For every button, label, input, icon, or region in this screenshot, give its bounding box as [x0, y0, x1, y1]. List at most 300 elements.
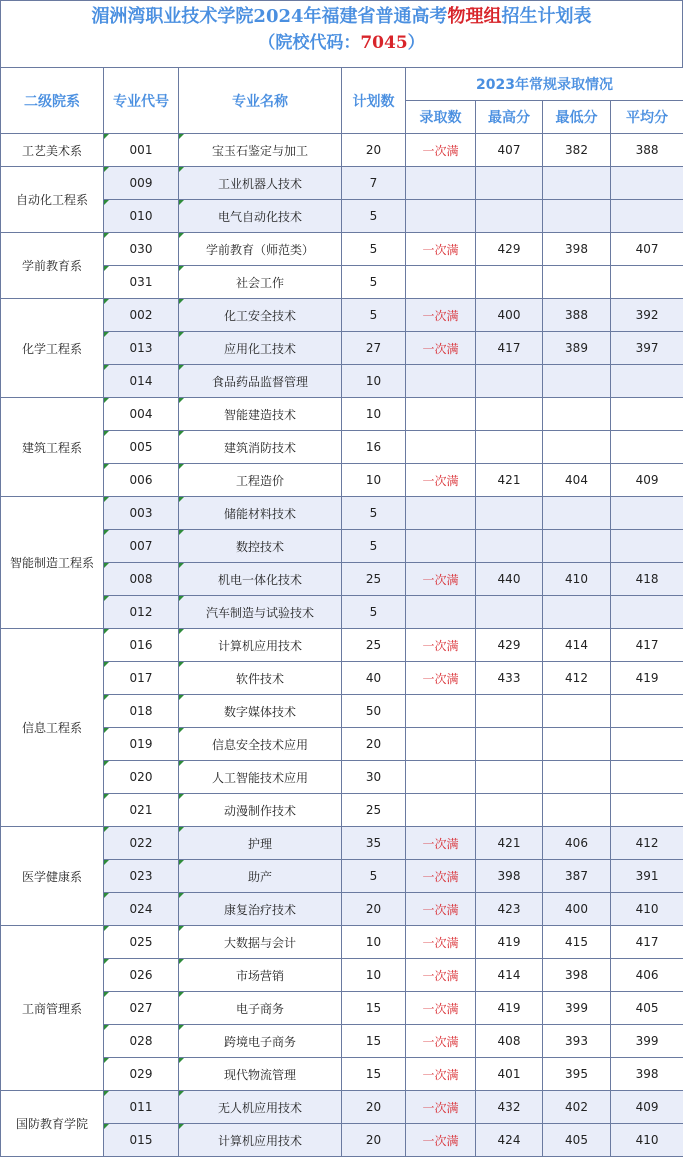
cell-max	[476, 629, 543, 662]
cell-code	[104, 299, 179, 332]
cell-admit	[406, 299, 476, 332]
corner-marker-icon	[179, 431, 184, 436]
cell-avg	[611, 497, 683, 530]
cell-code-text: 019	[129, 737, 153, 751]
cell-plan	[342, 1124, 406, 1157]
cell-avg	[611, 1058, 683, 1091]
dept-name: 工艺美术系	[1, 134, 104, 167]
cell-avg-text: 405	[635, 1001, 659, 1015]
cell-code	[104, 1058, 179, 1091]
corner-marker-icon	[104, 761, 109, 766]
cell-min	[543, 827, 611, 860]
cell-admit	[406, 233, 476, 266]
corner-marker-icon	[104, 167, 109, 172]
dept-name: 学前教育系	[1, 233, 104, 299]
cell-plan	[342, 992, 406, 1025]
cell-plan-text: 10	[365, 968, 382, 982]
corner-marker-icon	[179, 497, 184, 502]
cell-code	[104, 266, 179, 299]
cell-min	[543, 167, 611, 200]
cell-min	[543, 266, 611, 299]
cell-plan	[342, 959, 406, 992]
cell-name	[179, 233, 342, 266]
cell-name	[179, 1124, 342, 1157]
cell-code	[104, 1025, 179, 1058]
cell-min	[543, 695, 611, 728]
cell-admit	[406, 992, 476, 1025]
table-row	[1, 1124, 683, 1157]
corner-marker-icon	[104, 794, 109, 799]
corner-marker-icon	[104, 266, 109, 271]
cell-plan-text: 5	[369, 275, 378, 289]
cell-name	[179, 299, 342, 332]
cell-plan-text: 35	[365, 836, 382, 850]
table-row	[1, 1058, 683, 1091]
cell-plan-text: 5	[369, 605, 378, 619]
cell-max-text: 429	[497, 638, 521, 652]
cell-code	[104, 464, 179, 497]
corner-marker-icon	[104, 431, 109, 436]
cell-name-text: 人工智能技术应用	[211, 770, 308, 785]
cell-admit	[406, 530, 476, 563]
corner-marker-icon	[104, 695, 109, 700]
corner-marker-icon	[179, 398, 184, 403]
corner-marker-icon	[104, 893, 109, 898]
corner-marker-icon	[104, 464, 109, 469]
cell-code-text: 015	[129, 1133, 153, 1147]
cell-code-text: 005	[129, 440, 153, 454]
cell-name	[179, 1091, 342, 1124]
cell-name-text: 现代物流管理	[223, 1067, 296, 1082]
cell-plan	[342, 662, 406, 695]
cell-code-text: 006	[129, 473, 153, 487]
table-row	[1, 926, 683, 959]
cell-admit	[406, 596, 476, 629]
cell-plan-text: 20	[365, 902, 382, 916]
cell-avg	[611, 728, 683, 761]
corner-marker-icon	[179, 563, 184, 568]
cell-name	[179, 761, 342, 794]
cell-min	[543, 1025, 611, 1058]
cell-min	[543, 233, 611, 266]
cell-avg	[611, 1091, 683, 1124]
cell-plan-text: 15	[365, 1067, 382, 1081]
cell-code	[104, 728, 179, 761]
cell-admit-text: 一次满	[422, 1067, 459, 1082]
cell-code-text: 030	[129, 242, 153, 256]
cell-plan-text: 20	[365, 1133, 382, 1147]
title-suffix: 招生计划表	[501, 6, 592, 27]
cell-admit-text: 一次满	[422, 671, 459, 686]
cell-max-text: 419	[497, 935, 521, 949]
code-suffix: ）	[407, 33, 425, 53]
cell-min-text: 406	[565, 836, 588, 850]
cell-plan-text: 15	[365, 1001, 382, 1015]
cell-code	[104, 233, 179, 266]
cell-code-text: 017	[129, 671, 153, 685]
cell-min	[543, 365, 611, 398]
cell-max	[476, 728, 543, 761]
cell-max-text: 407	[497, 143, 521, 157]
corner-marker-icon	[179, 1025, 184, 1030]
corner-marker-icon	[104, 992, 109, 997]
cell-code	[104, 596, 179, 629]
cell-plan-text: 7	[369, 176, 378, 190]
cell-code	[104, 398, 179, 431]
title-prefix: 湄洲湾职业技术学院2024年福建省普通高考	[91, 6, 448, 27]
cell-name-text: 计算机应用技术	[217, 638, 302, 653]
corner-marker-icon	[179, 629, 184, 634]
cell-name-text: 机电一体化技术	[217, 572, 302, 587]
cell-avg	[611, 299, 683, 332]
cell-plan-text: 5	[369, 506, 378, 520]
cell-min-text: 415	[565, 935, 588, 949]
cell-name-text: 社会工作	[235, 275, 284, 290]
cell-admit-text: 一次满	[422, 242, 459, 257]
cell-name-text: 助产	[247, 869, 272, 884]
corner-marker-icon	[179, 959, 184, 964]
cell-name-text: 跨境电子商务	[223, 1034, 296, 1049]
corner-marker-icon	[104, 398, 109, 403]
cell-name-text: 无人机应用技术	[217, 1100, 302, 1115]
corner-marker-icon	[179, 200, 184, 205]
cell-max	[476, 1025, 543, 1058]
cell-plan	[342, 728, 406, 761]
cell-name-text: 大数据与会计	[223, 935, 296, 950]
cell-avg	[611, 1025, 683, 1058]
corner-marker-icon	[104, 134, 109, 139]
corner-marker-icon	[104, 959, 109, 964]
cell-min	[543, 794, 611, 827]
cell-max	[476, 134, 543, 167]
cell-plan	[342, 233, 406, 266]
table-row	[1, 497, 683, 530]
cell-min	[543, 596, 611, 629]
table-row	[1, 134, 683, 167]
cell-code-text: 014	[129, 374, 153, 388]
cell-code	[104, 695, 179, 728]
cell-plan-text: 10	[365, 473, 382, 487]
cell-min-text: 400	[565, 902, 588, 916]
corner-marker-icon	[179, 365, 184, 370]
cell-plan	[342, 1025, 406, 1058]
cell-name	[179, 431, 342, 464]
cell-name-text: 数字媒体技术	[223, 704, 296, 719]
cell-code	[104, 167, 179, 200]
cell-admit-text: 一次满	[422, 902, 459, 917]
cell-max-text: 400	[497, 308, 521, 322]
header-group: 2023年常规录取情况	[406, 68, 683, 101]
cell-code-text: 010	[129, 209, 153, 223]
cell-max-text: 408	[497, 1034, 521, 1048]
cell-max	[476, 959, 543, 992]
cell-code	[104, 926, 179, 959]
cell-max	[476, 893, 543, 926]
cell-avg	[611, 563, 683, 596]
cell-plan-text: 27	[365, 341, 382, 355]
corner-marker-icon	[179, 992, 184, 997]
dept-name: 自动化工程系	[1, 167, 104, 233]
cell-min-text: 412	[565, 671, 588, 685]
cell-plan-text: 16	[365, 440, 382, 454]
cell-name	[179, 629, 342, 662]
cell-code	[104, 134, 179, 167]
cell-name	[179, 728, 342, 761]
table-row	[1, 860, 683, 893]
table-row	[1, 596, 683, 629]
corner-marker-icon	[104, 596, 109, 601]
cell-code-text: 007	[129, 539, 153, 553]
corner-marker-icon	[104, 629, 109, 634]
cell-max-text: 423	[497, 902, 521, 916]
cell-min-text: 414	[565, 638, 588, 652]
cell-admit-text: 一次满	[422, 1100, 459, 1115]
cell-max-text: 419	[497, 1001, 521, 1015]
table-row	[1, 1025, 683, 1058]
header-plan: 计划数	[342, 68, 406, 134]
cell-name-text: 康复治疗技术	[223, 902, 296, 917]
cell-code	[104, 827, 179, 860]
cell-name	[179, 134, 342, 167]
cell-avg	[611, 794, 683, 827]
cell-admit	[406, 464, 476, 497]
cell-plan	[342, 695, 406, 728]
dept-name: 建筑工程系	[1, 398, 104, 497]
cell-avg	[611, 596, 683, 629]
header-max: 最高分	[476, 101, 543, 134]
cell-code-text: 026	[129, 968, 153, 982]
cell-plan-text: 10	[365, 374, 382, 388]
cell-code-text: 016	[129, 638, 153, 652]
cell-min	[543, 398, 611, 431]
cell-plan	[342, 530, 406, 563]
cell-avg-text: 398	[635, 1067, 659, 1081]
cell-code-text: 020	[129, 770, 153, 784]
cell-min	[543, 200, 611, 233]
dept-name: 化学工程系	[1, 299, 104, 398]
corner-marker-icon	[179, 299, 184, 304]
cell-avg-text: 412	[635, 836, 659, 850]
cell-name	[179, 959, 342, 992]
cell-admit	[406, 167, 476, 200]
cell-min	[543, 992, 611, 1025]
header-dept: 二级院系	[1, 68, 104, 134]
cell-max	[476, 1124, 543, 1157]
table-row	[1, 332, 683, 365]
cell-name-text: 应用化工技术	[223, 341, 296, 356]
corner-marker-icon	[104, 1091, 109, 1096]
cell-code-text: 013	[129, 341, 153, 355]
cell-min	[543, 431, 611, 464]
cell-code	[104, 200, 179, 233]
cell-name-text: 储能材料技术	[223, 506, 296, 521]
cell-max	[476, 398, 543, 431]
cell-max-text: 440	[497, 572, 521, 586]
cell-code-text: 028	[129, 1034, 153, 1048]
cell-code-text: 009	[129, 176, 153, 190]
cell-code	[104, 794, 179, 827]
cell-plan-text: 10	[365, 935, 382, 949]
cell-name	[179, 464, 342, 497]
table-row	[1, 662, 683, 695]
cell-admit	[406, 695, 476, 728]
cell-min	[543, 299, 611, 332]
cell-min	[543, 1124, 611, 1157]
cell-min	[543, 530, 611, 563]
cell-admit	[406, 893, 476, 926]
cell-code-text: 012	[129, 605, 153, 619]
dept-name: 国防教育学院	[1, 1091, 104, 1157]
cell-name	[179, 794, 342, 827]
cell-code	[104, 563, 179, 596]
cell-code-text: 029	[129, 1067, 153, 1081]
corner-marker-icon	[104, 827, 109, 832]
corner-marker-icon	[179, 1091, 184, 1096]
table-row	[1, 992, 683, 1025]
cell-code-text: 024	[129, 902, 153, 916]
cell-name-text: 护理	[247, 836, 272, 851]
table-row	[1, 365, 683, 398]
cell-min-text: 410	[565, 572, 588, 586]
cell-avg-text: 407	[635, 242, 659, 256]
cell-max-text: 433	[497, 671, 521, 685]
table-row	[1, 431, 683, 464]
cell-name	[179, 200, 342, 233]
cell-min-text: 398	[565, 242, 588, 256]
table-body	[1, 134, 683, 1157]
cell-admit-text: 一次满	[422, 1001, 459, 1016]
cell-name	[179, 332, 342, 365]
cell-admit	[406, 959, 476, 992]
corner-marker-icon	[104, 530, 109, 535]
cell-name	[179, 530, 342, 563]
cell-name-text: 市场营销	[235, 968, 284, 983]
cell-plan-text: 15	[365, 1034, 382, 1048]
cell-min-text: 402	[565, 1100, 588, 1114]
cell-name	[179, 365, 342, 398]
cell-min-text: 399	[565, 1001, 588, 1015]
cell-code	[104, 530, 179, 563]
cell-max	[476, 860, 543, 893]
table-row	[1, 629, 683, 662]
cell-admit-text: 一次满	[422, 473, 459, 488]
cell-admit	[406, 563, 476, 596]
header-min: 最低分	[543, 101, 611, 134]
cell-min-text: 395	[565, 1067, 588, 1081]
cell-code	[104, 332, 179, 365]
cell-code	[104, 893, 179, 926]
corner-marker-icon	[179, 530, 184, 535]
table-row	[1, 398, 683, 431]
cell-admit	[406, 1124, 476, 1157]
cell-admit-text: 一次满	[422, 143, 459, 158]
cell-avg-text: 409	[635, 1100, 659, 1114]
cell-admit	[406, 926, 476, 959]
cell-name-text: 计算机应用技术	[217, 1133, 302, 1148]
cell-avg-text: 392	[635, 308, 659, 322]
cell-admit	[406, 1025, 476, 1058]
cell-name	[179, 893, 342, 926]
cell-max-text: 421	[497, 473, 521, 487]
cell-admit	[406, 365, 476, 398]
cell-min	[543, 134, 611, 167]
cell-min	[543, 761, 611, 794]
cell-name-text: 动漫制作技术	[223, 803, 296, 818]
corner-marker-icon	[104, 200, 109, 205]
cell-max-text: 429	[497, 242, 521, 256]
cell-min	[543, 1058, 611, 1091]
cell-max-text: 398	[497, 869, 521, 883]
cell-plan	[342, 266, 406, 299]
corner-marker-icon	[104, 332, 109, 337]
cell-min-text: 393	[565, 1034, 588, 1048]
cell-code	[104, 431, 179, 464]
cell-avg	[611, 134, 683, 167]
dept-name: 工商管理系	[1, 926, 104, 1091]
cell-plan	[342, 299, 406, 332]
cell-admit-text: 一次满	[422, 836, 459, 851]
cell-name-text: 建筑消防技术	[223, 440, 296, 455]
cell-name-text: 食品药品监督管理	[211, 374, 308, 389]
school-code: 7045	[360, 33, 408, 53]
cell-admit-text: 一次满	[422, 341, 459, 356]
cell-admit-text: 一次满	[422, 572, 459, 587]
corner-marker-icon	[179, 596, 184, 601]
cell-max-text: 424	[497, 1133, 521, 1147]
cell-avg	[611, 761, 683, 794]
cell-max	[476, 365, 543, 398]
cell-admit	[406, 761, 476, 794]
table-row	[1, 299, 683, 332]
cell-avg	[611, 1124, 683, 1157]
corner-marker-icon	[179, 464, 184, 469]
corner-marker-icon	[104, 1058, 109, 1063]
dept-name: 智能制造工程系	[1, 497, 104, 629]
cell-min	[543, 662, 611, 695]
cell-plan-text: 5	[369, 869, 378, 883]
cell-max-text: 417	[497, 341, 521, 355]
table-row	[1, 893, 683, 926]
corner-marker-icon	[179, 332, 184, 337]
cell-plan	[342, 893, 406, 926]
cell-avg	[611, 926, 683, 959]
cell-max-text: 414	[497, 968, 521, 982]
cell-avg	[611, 695, 683, 728]
corner-marker-icon	[179, 926, 184, 931]
cell-plan	[342, 464, 406, 497]
cell-code	[104, 959, 179, 992]
cell-min	[543, 860, 611, 893]
corner-marker-icon	[179, 860, 184, 865]
cell-avg	[611, 860, 683, 893]
table-row	[1, 794, 683, 827]
cell-name-text: 汽车制造与试验技术	[205, 605, 314, 620]
corner-marker-icon	[104, 365, 109, 370]
cell-max-text: 401	[497, 1067, 521, 1081]
cell-avg	[611, 398, 683, 431]
cell-max	[476, 1091, 543, 1124]
cell-max	[476, 761, 543, 794]
cell-code-text: 031	[129, 275, 153, 289]
cell-max	[476, 1058, 543, 1091]
cell-avg	[611, 167, 683, 200]
table-row	[1, 959, 683, 992]
cell-name	[179, 926, 342, 959]
cell-avg-text: 406	[635, 968, 659, 982]
cell-min	[543, 332, 611, 365]
corner-marker-icon	[104, 728, 109, 733]
cell-code	[104, 1124, 179, 1157]
